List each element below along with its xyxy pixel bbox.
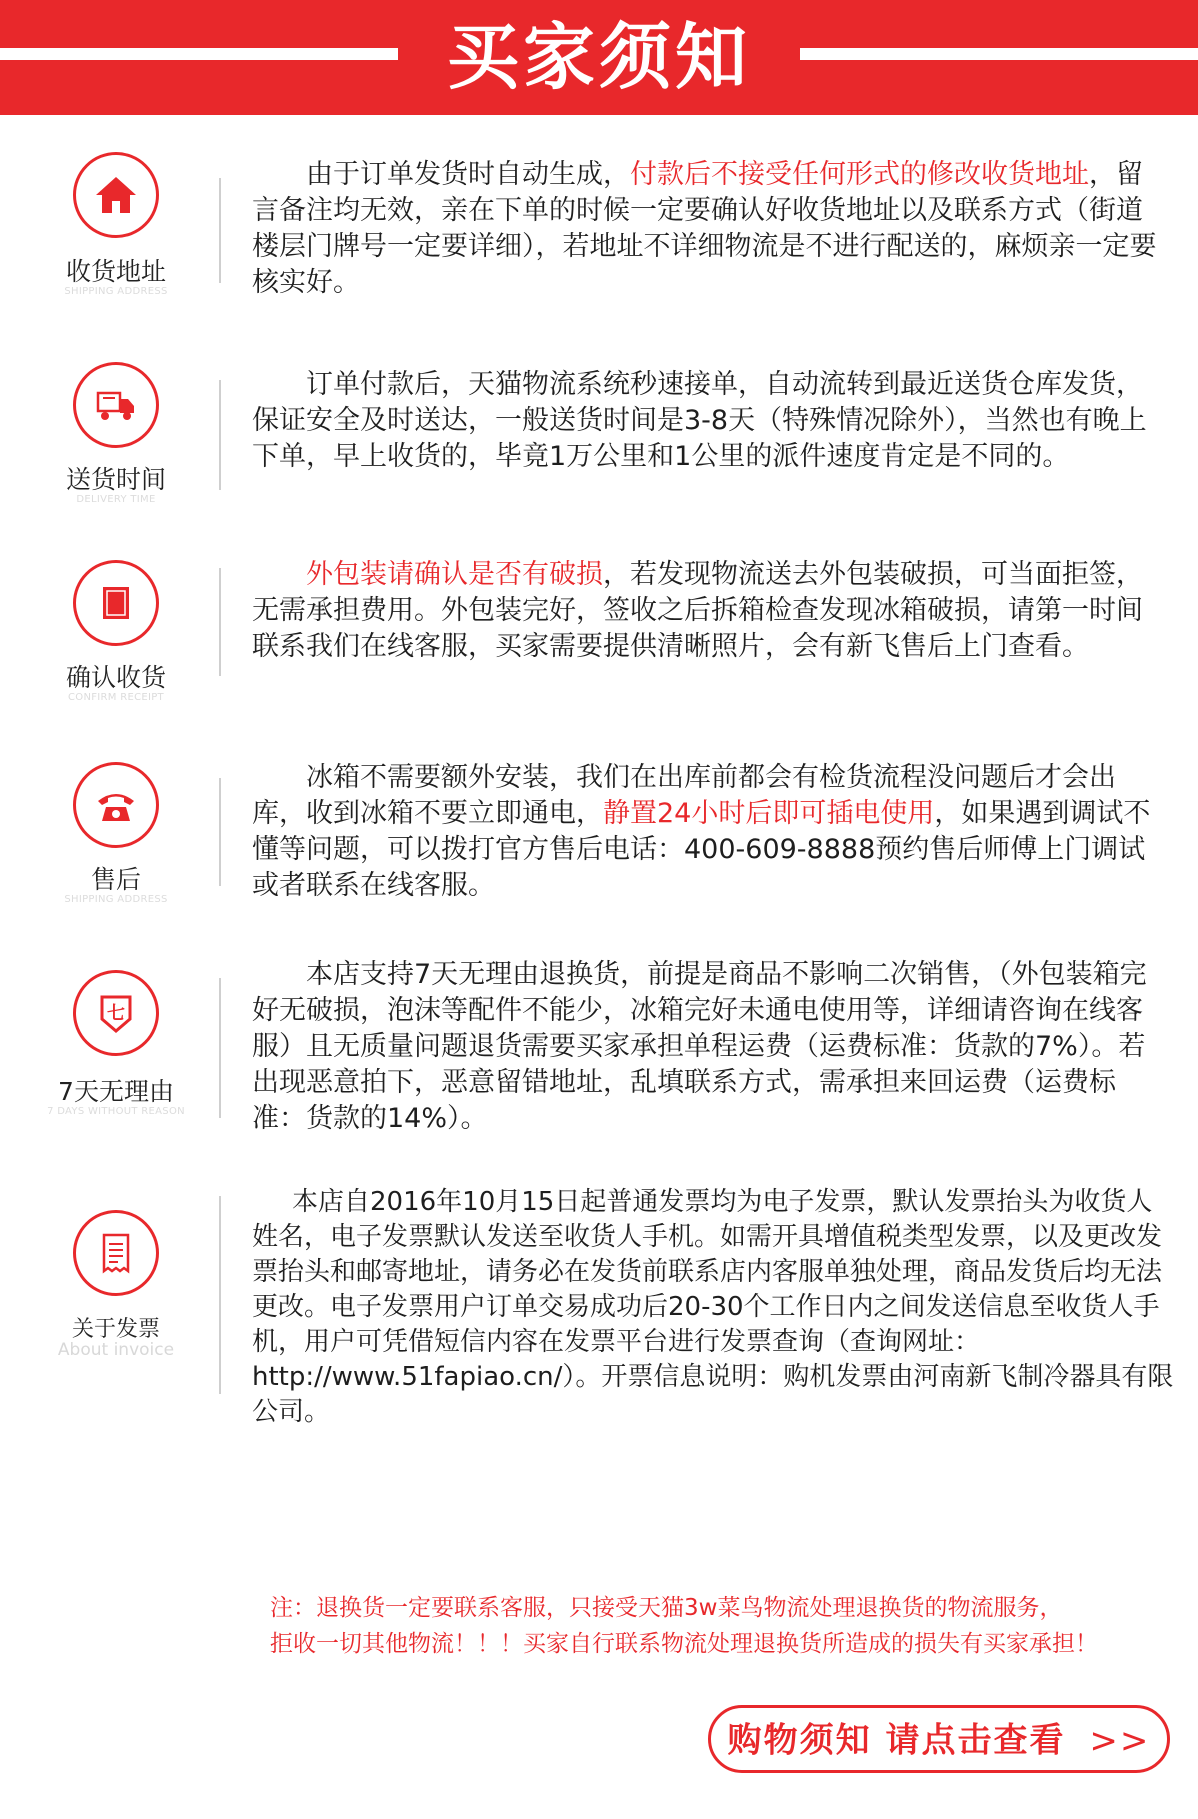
text-part: 由于订单发货时自动生成， [306, 159, 630, 190]
seven-days-shield-icon [73, 970, 159, 1056]
section-confirm-receipt [0, 548, 1198, 728]
section-text [252, 367, 1162, 475]
notice-line: 拒收一切其他物流！！！买家自行联系物流处理退换货所造成的损失有买家承担！ [270, 1631, 1098, 1657]
section-label: 7天无理由 [58, 1077, 174, 1106]
return-policy-notice [270, 1590, 1170, 1662]
section-delivery-time [0, 350, 1198, 530]
header-banner [0, 0, 1198, 115]
section-label-en: CONFIRM RECEIPT [68, 692, 164, 703]
section-label: 关于发票 [71, 1317, 160, 1342]
section-label-en: SHIPPING ADDRESS [64, 286, 168, 297]
highlight-text: 付款后不接受任何形式的修改收货地址 [630, 159, 1089, 190]
text-part: ，留言备注均无效，亲在下单的时候一定要确认好收货地址以及联系方式（街道楼层门牌号一定要详细），若地址不详细物流是不进行配送的，麻烦亲一定要核实好。 [252, 159, 1157, 298]
section-text [252, 957, 1162, 1137]
page-title: 买家须知 [446, 15, 751, 99]
section-label: 售后 [90, 865, 141, 894]
section-label: 确认收货 [65, 663, 166, 692]
section-label: 送货时间 [65, 465, 166, 494]
text-part: 本店自2016年10月15日起普通发票均为电子发票，默认发票抬头为收货人姓名，电子发票默认发送至收货人手机。如需开具增值税类型发票，以及更改发票抬头和邮寄地址，请务必在发货前联系店内客服单独处理，商品发货后均无法更改。电子发票用户订单交易成功后20-30个工作日内之间发送信息至收货人手机，用户可凭借短信内容在发票平台进行发票查询（查询网址：http://www.51fapiao.cn/）。开票信息说明：购机发票由河南新飞制冷器具有限公司。 [252, 1187, 1174, 1427]
cta-label: 购物须知 请点击查看 [727, 1720, 1066, 1761]
section-divider [219, 178, 221, 283]
svg-text:七: 七 [107, 1003, 125, 1024]
section-after-sales [0, 748, 1198, 928]
house-icon [73, 152, 159, 238]
text-part: 本店支持7天无理由退换货，前提是商品不影响二次销售，（外包装箱完好无破损，泡沫等配件不能少，冰箱完好未通电使用等，详细请咨询在线客服）且无质量问题退货需要买家承担单程运费（运费标准：货款的7%）。若出现恶意拍下，恶意留错地址，乱填联系方式，需承担来回运费（运费标准：货款的14%）。 [252, 959, 1147, 1134]
section-shipping-address [0, 140, 1198, 320]
section-label-en: DELIVERY TIME [76, 494, 156, 505]
telephone-icon [73, 762, 159, 848]
text-part: ，如果遇到调试不懂等问题，可以拨打官方售后电话：400-609-8888预约售后师傅上门调试或者联系在线客服。 [252, 798, 1151, 901]
section-label-en: 7 DAYS WITHOUT REASON [47, 1106, 185, 1117]
section-invoice [0, 1180, 1198, 1440]
highlight-text: 静置24小时后即可插电使用 [603, 798, 935, 829]
double-chevron-right-icon: >> [1089, 1720, 1151, 1761]
section-text [252, 557, 1162, 665]
notice-line: 注：退换货一定要联系客服，只接受天猫3w菜鸟物流处理退换货的物流服务， [270, 1595, 1063, 1621]
text-part: 冰箱不需要额外安装，我们在出库前都会有检货流程没问题后才会出库，收到冰箱不要立即通电， [252, 762, 1116, 829]
section-text [252, 157, 1162, 301]
section-label: 收货地址 [65, 257, 166, 286]
section-text [252, 760, 1162, 904]
section-divider [219, 778, 221, 886]
section-text [252, 1185, 1177, 1430]
text-part: 订单付款后，天猫物流系统秒速接单，自动流转到最近送货仓库发货，保证安全及时送达，一般送货时间是3-8天（特殊情况除外），当然也有晚上下单，早上收货的，毕竟1万公里和1公里的派件速度肯定是不同的。 [252, 369, 1147, 472]
section-label-en: SHIPPING ADDRESS [64, 894, 168, 905]
section-divider [219, 380, 221, 490]
section-divider [219, 978, 221, 1118]
invoice-icon [73, 1210, 159, 1296]
section-label-en: About invoice [57, 1340, 175, 1360]
package-icon [73, 560, 159, 646]
highlight-text: 外包装请确认是否有破损 [306, 559, 603, 590]
section-7-day-return [0, 950, 1198, 1160]
shopping-notice-button[interactable] [708, 1705, 1170, 1773]
section-divider [219, 1196, 221, 1394]
delivery-truck-icon [73, 362, 159, 448]
text-part: ，若发现物流送去外包装破损，可当面拒签，无需承担费用。外包装完好，签收之后拆箱检查发现冰箱破损，请第一时间联系我们在线客服，买家需要提供清晰照片，会有新飞售后上门查看。 [252, 559, 1143, 662]
section-divider [219, 568, 221, 676]
